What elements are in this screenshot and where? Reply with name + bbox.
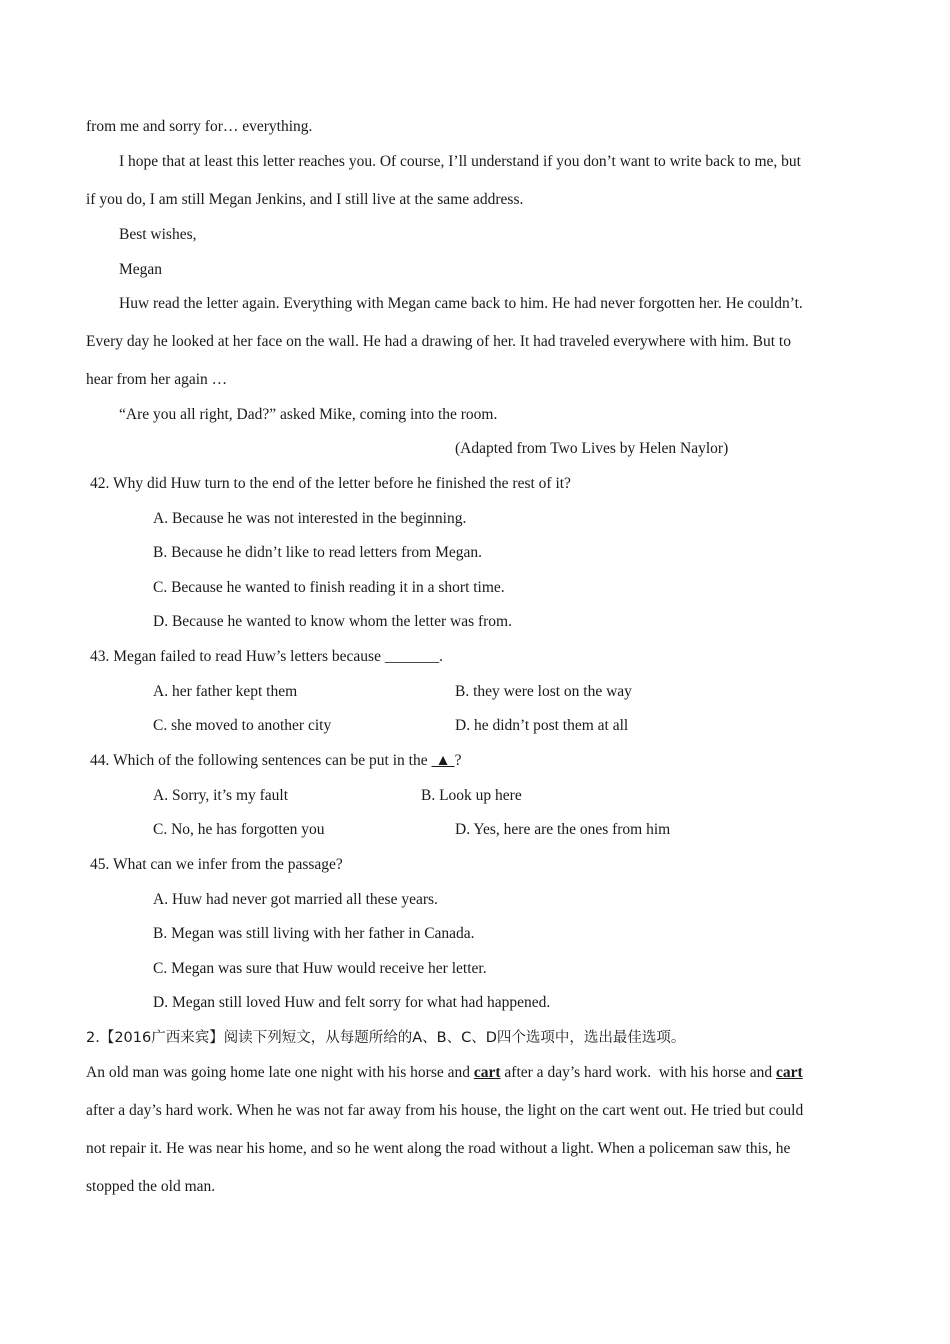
- question-45-option-b: B. Megan was still living with her father in Canada.: [153, 925, 475, 942]
- question-42-option-a: A. Because he was not interested in the beginning.: [153, 510, 467, 527]
- passage2-line: after a day’s hard work. When he was not far away from his house, the light on the cart went out. He tried but could: [86, 1102, 804, 1119]
- blank-marker: ▲: [431, 752, 455, 769]
- question-44-option-d: D. Yes, here are the ones from him: [455, 821, 671, 838]
- question-44-option-b: B. Look up here: [421, 787, 522, 804]
- question-42-option-c: C. Because he wanted to finish reading it in a short time.: [153, 579, 505, 596]
- question-43-option-a: A. her father kept them: [153, 683, 298, 700]
- passage-line: from me and sorry for… everything.: [86, 118, 313, 135]
- passage-line: if you do, I am still Megan Jenkins, and I still live at the same address.: [86, 191, 524, 208]
- source-citation: (Adapted from Two Lives by Helen Naylor): [455, 440, 729, 457]
- question-42-option-b: B. Because he didn’t like to read letters from Megan.: [153, 544, 482, 561]
- question-43-option-d: D. he didn’t post them at all: [455, 717, 629, 734]
- question-43-option-b: B. they were lost on the way: [455, 683, 632, 700]
- letter-signature: Megan: [119, 261, 163, 278]
- passage2-line: not repair it. He was near his home, and so he went along the road without a light. When a policeman saw this, he: [86, 1140, 791, 1157]
- section-heading: 2.【2016广西来宾】阅读下列短文，从每题所给的A、B、C、D四个选项中，选出最佳选项。: [86, 1030, 686, 1046]
- question-45-option-a: A. Huw had never got married all these years.: [153, 891, 438, 908]
- keyword-cart: cart: [473, 1064, 501, 1081]
- passage-line: Huw read the letter again. Everything with Megan came back to him. He had never forgotten her. He couldn’t.: [119, 295, 803, 312]
- question-42-option-d: D. Because he wanted to know whom the letter was from.: [153, 613, 512, 630]
- question-44-stem-text: 44. Which of the following sentences can be put in the: [90, 752, 432, 769]
- passage2-text: after a day’s hard work. with his horse and: [500, 1064, 777, 1081]
- question-43-stem: 43. Megan failed to read Huw’s letters because _______.: [90, 648, 443, 665]
- question-44-option-a: A. Sorry, it’s my fault: [153, 787, 289, 804]
- passage-line: “Are you all right, Dad?” asked Mike, coming into the room.: [119, 406, 498, 423]
- question-44-stem: [90, 751, 461, 771]
- passage2-text: An old man was going home late one night with his horse and: [86, 1064, 474, 1081]
- passage2-line: [86, 1063, 803, 1083]
- question-44-stem-end: ?: [454, 752, 462, 769]
- question-45-option-d: D. Megan still loved Huw and felt sorry for what had happened.: [153, 994, 551, 1011]
- keyword-cart: cart: [776, 1064, 803, 1081]
- question-44-option-c: C. No, he has forgotten you: [153, 821, 325, 838]
- letter-closing: Best wishes,: [119, 226, 197, 243]
- passage-line: hear from her again …: [86, 371, 228, 388]
- question-42-stem: 42. Why did Huw turn to the end of the letter before he finished the rest of it?: [90, 475, 571, 492]
- question-45-stem: 45. What can we infer from the passage?: [90, 856, 343, 873]
- passage-line: Every day he looked at her face on the wall. He had a drawing of her. It had traveled everywhere with him. But to: [86, 333, 791, 350]
- passage2-line: stopped the old man.: [86, 1178, 216, 1195]
- question-43-option-c: C. she moved to another city: [153, 717, 332, 734]
- passage-line: I hope that at least this letter reaches you. Of course, I’ll understand if you don’t want to write back to me, but: [119, 153, 801, 170]
- question-45-option-c: C. Megan was sure that Huw would receive her letter.: [153, 960, 487, 977]
